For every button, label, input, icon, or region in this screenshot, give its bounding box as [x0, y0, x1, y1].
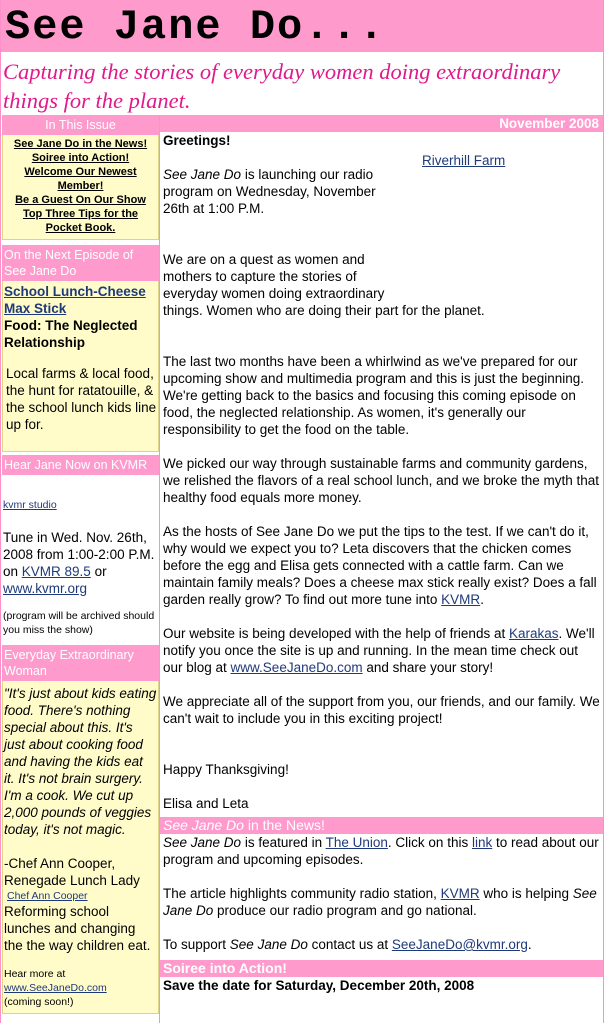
paragraph-3: The last two months have been a whirlwind as we've prepared for our upcoming show and multimedia program and this is just the beginning. We're getting back to the basics and focusing this coming episode on food, the neglected relationship. As women, it's generally our responsibility to get the food on the table. — [163, 354, 584, 437]
paragraph-6-text-a: Our website is being developed with the help of friends at — [163, 626, 509, 641]
credit-link[interactable]: Chef Ann Cooper — [7, 890, 88, 902]
issue-link-guest[interactable]: Be a Guest On Our Show — [15, 194, 146, 206]
news-heading-text: in the News! — [243, 817, 325, 833]
paragraph-7: We appreciate all of the support from you, our friends, and our family. We can't wait to include you in this exciting project! — [163, 694, 600, 726]
kvmr-studio-link[interactable]: kvmr studio — [3, 499, 57, 511]
paragraph-4: We picked our way through sustainable farms and community gardens, we relished the flavors of a real school lunch, and we broke the myth that healthy food equals more money. — [163, 456, 599, 505]
paragraph-5-text: As the hosts of See Jane Do we put the tips to the test. If we can't do it, why would we expect you to? Leta discovers that the chicken comes before the egg and Elisa gets connected with a cattle farm. Can we maintain family meals? Does a cheese max stick really exist? Does a fall garden really grow? To find out more tune into — [163, 524, 597, 607]
news-paragraph-2 — [163, 885, 601, 919]
news-show-name-2: See Jane Do — [163, 886, 597, 918]
kvmr-text-1: Tune in Wed. Nov. 26th, 2008 from 1:00-2:00 P.M. on — [3, 530, 155, 579]
news-show-name-1: See Jane Do — [163, 835, 242, 850]
reform-text: Reforming school lunches and changing the the way children eat. — [4, 904, 151, 953]
farm-link[interactable]: Riverhill Farm — [422, 153, 506, 168]
news-2-text-a: The article highlights community radio station, — [163, 886, 441, 901]
news-kvmr-link[interactable]: KVMR — [440, 886, 480, 901]
news-show-name-3: See Jane Do — [229, 937, 308, 952]
tagline: Capturing the stories of everyday women doing extraordinary things for the planet. — [3, 59, 561, 113]
woman-heading: Everyday Extraordinary Woman — [2, 645, 159, 681]
sidebar — [2, 115, 160, 1023]
news-3-text-b: contact us at — [307, 937, 392, 952]
woman-box — [2, 681, 159, 1014]
news-paragraph-3 — [163, 936, 601, 953]
more-text: Hear more at — [4, 968, 66, 980]
episode-link[interactable]: School Lunch-Cheese Max Stick — [4, 284, 146, 316]
greeting: Greetings! — [163, 133, 231, 148]
paragraph-1 — [163, 166, 399, 217]
news-section — [160, 834, 603, 953]
contact-email-link[interactable]: SeeJaneDo@kvmr.org — [391, 937, 528, 952]
soiree-text: Save the date for Saturday, December 20th, 2008 — [163, 978, 475, 993]
kvmr-site-link[interactable]: www.kvmr.org — [3, 581, 88, 596]
news-1-text-c: to read about our program and upcoming episodes. — [163, 835, 599, 867]
issue-link-news[interactable]: See Jane Do in the News! — [13, 138, 148, 150]
news-heading-em: See Jane Do — [163, 817, 244, 833]
tagline-area — [1, 52, 603, 115]
kvmr-note: (program will be archived should you miss the show) — [3, 610, 155, 636]
paragraph-5-end: . — [480, 592, 484, 607]
paragraph-5 — [163, 523, 601, 608]
news-2-text-c: produce our radio program and go national. — [213, 903, 477, 918]
news-1-text-a: is featured in — [241, 835, 326, 850]
news-3-text-a: To support — [163, 937, 230, 952]
paragraph-6-text-b: . We'll notify you once the site is up and running. In the mean time check out our blog at — [163, 626, 595, 675]
paragraph-6 — [163, 625, 601, 676]
more-link[interactable]: www.SeeJaneDo.com — [4, 982, 107, 994]
issue-link-tips[interactable]: Top Three Tips for the Pocket Book. — [22, 208, 139, 234]
issue-list — [2, 135, 159, 240]
show-name: See Jane Do — [163, 167, 242, 182]
signature: Elisa and Leta — [163, 796, 249, 811]
quote: "It's just about kids eating food. There's nothing special about this. It's just about cooking food and having the kids eat it. It's not brain surgery. I'm a cook. We cut up 2,000 pounds of veggies today, it's not magic. — [4, 686, 157, 837]
page-title: See Jane Do... — [5, 3, 386, 51]
masthead — [1, 0, 603, 52]
karakas-link[interactable]: Karakas — [508, 626, 559, 641]
article-link[interactable]: link — [471, 835, 493, 850]
issue-link-member[interactable]: Welcome Our Newest Member! — [24, 166, 137, 192]
paragraph-2b: things. Women who are doing their part for the planet. — [163, 303, 485, 318]
paragraph-1-text: is launching our radio program on Wednesday, November 26th at 1:00 P.M. — [163, 167, 376, 216]
kvmr-text-2: or — [90, 564, 107, 579]
news-3-text-c: . — [527, 937, 532, 952]
news-paragraph-1 — [163, 834, 601, 868]
issue-heading: In This Issue — [2, 115, 159, 135]
paragraph-8: Happy Thanksgiving! — [163, 762, 289, 777]
episode-desc: Local farms & local food, the hunt for ratatouille, & the school lunch kids line up for. — [6, 366, 157, 432]
main-content — [160, 115, 603, 1023]
quote-credit: -Chef Ann Cooper, Renegade Lunch Lady — [4, 856, 140, 888]
blog-link[interactable]: www.SeeJaneDo.com — [230, 660, 363, 675]
the-union-link[interactable]: The Union — [325, 835, 388, 850]
more-note: (coming soon!) — [4, 996, 74, 1008]
episode-box — [2, 281, 159, 452]
paragraph-6-text-c: and share your story! — [362, 660, 494, 675]
episode-heading: On the Next Episode of See Jane Do — [2, 245, 159, 281]
issue-date: November 2008 — [160, 115, 603, 132]
issue-link-soiree[interactable]: Soiree into Action! — [31, 152, 130, 164]
kvmr-radio-link[interactable]: KVMR 89.5 — [21, 564, 91, 579]
letter — [160, 132, 603, 812]
kvmr-link[interactable]: KVMR — [441, 592, 481, 607]
paragraph-2a: We are on a quest as women and mothers to capture the stories of everyday women doing extraordinary — [163, 252, 385, 301]
news-1-text-b: . Click on this — [387, 835, 472, 850]
kvmr-heading: Hear Jane Now on KVMR — [2, 455, 159, 475]
news-heading — [160, 817, 603, 834]
soiree-heading: Soiree into Action! — [160, 960, 603, 977]
episode-food: Food: The Neglected Relationship — [4, 318, 138, 350]
news-2-text-b: who is helping — [479, 886, 573, 901]
kvmr-text — [3, 529, 158, 597]
kvmr-box — [2, 475, 159, 641]
